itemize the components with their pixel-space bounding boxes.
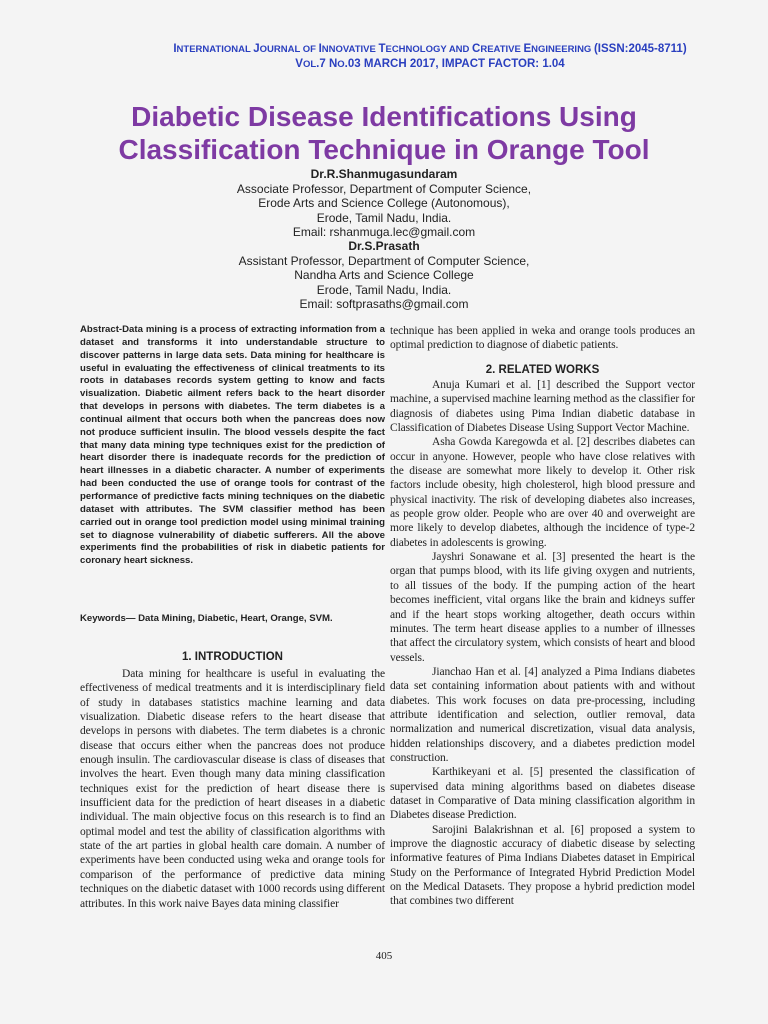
author-1 [0, 167, 768, 240]
keywords-block [80, 613, 385, 626]
author-2 [0, 239, 768, 312]
paragraph: Jayshri Sonawane et al. [3] presented the heart is the organ that pumps blood, with its life giving oxygen and nutrients, to all tissues of the body. If the pumping action of the heart becomes inefficient, vital organs like the brain and kidneys suffer and if the heart stops working altogether, death occurs within minutes. The term heart disease applies to a number of illnesses that affect the circulatory system, which consists of heart and blood vessels. [390, 551, 695, 664]
author-name: Dr.R.Shanmugasundaram [310, 167, 458, 181]
author-location: Erode, Tamil Nadu, India. [316, 282, 452, 297]
keywords: Keywords— Data Mining, Diabetic, Heart, Orange, SVM. [80, 613, 333, 624]
right-column-continuation [390, 324, 695, 353]
author-name: Dr.S.Prasath [348, 239, 420, 253]
abstract: Abstract-Data mining is a process of extracting information from a dataset and transforms it into understandable structure to discover patterns in large data sets. Data mining for healthcare is useful in evaluating the effectiveness of clinical treatments to its roots in databases records system getting to know and facts visualization. Diabetic ailment refers back to the heart disorder that develops in persons with diabetes. The term diabetes is a continual ailment that occurs both when the pancreas does now not produce sufficient insulin. The blood vessels despite the fact that many data mining type techniques exist for the prediction of heart disorder there is inadequate records for the prediction of heart illnesses in a diabetic character. A number of experiments had been conducted the use of orange tools for contrast of the performance of predictive facts mining techniques on the diabetic dataset with attributes. The SVM classifier method has been carried out in orange tool prediction model using minimal training set to diagnose vulnerability of diabetic sufferers. All the above experiments find the probabilities of risk in diabetic patients for coronary heart sickness. [80, 324, 385, 567]
journal-header-line1: INTERNATIONAL JOURNAL OF INNOVATIVE TECHNOLOGY AND CREATIVE ENGINEERING (ISSN:2045-8711) [173, 43, 687, 55]
author-affiliation: Assistant Professor, Department of Computer Science, [238, 253, 530, 268]
paper-title [0, 100, 768, 166]
author-affiliation: Erode Arts and Science College (Autonomous), [258, 196, 510, 210]
author-email: Email: softprasaths@gmail.com [299, 297, 469, 311]
page-number: 405 [375, 950, 393, 962]
author-location: Erode, Tamil Nadu, India. [316, 210, 452, 225]
paper-title-line2: Classification Technique in Orange Tool [118, 134, 650, 165]
paragraph: Data mining for healthcare is useful in evaluating the effectiveness of medical treatments and it is interdisciplinary field of study in databases statistics machine learning and data visualization. Diabetic disease refers to the heart disease that develops in persons with diabetes. The term diabetes is a chronic disease that occurs either when the pancreas does not produce enough insulin. The cardiovascular disease is class of diseases that involves the heart. Even though many data mining classification techniques exist for the prediction of heart disease there is insufficient data for the prediction of heart diseases in a diabetic individual. The main objective focus on this research is to find an optimal model and test the ability of classification algorithms with state of the art parties in global health care domain. A number of experiments have been conducted using weka and orange tools for comparison of the performance of predictive data mining techniques on the diabetic dataset with 1000 records using different attributes. In this work naive Bayes data mining classifier [80, 668, 385, 910]
author-affiliation: Nandha Arts and Science College [294, 268, 474, 282]
introduction-section [80, 651, 385, 663]
paragraph: Jianchao Han et al. [4] analyzed a Pima Indians diabetes data set containing information about patients with and without diabetes. This work focuses on data pre-processing, including attribute identification and selection, outlier removal, data normalization and numerical discretization, visual data analysis, hidden relationships discovery, and a diabetes prediction model construction. [390, 665, 695, 764]
related-works-heading [390, 364, 695, 376]
section-heading: 2. RELATED WORKS [485, 364, 600, 376]
paragraph: Asha Gowda Karegowda et al. [2] describes diabetes can occur in anyone. However, people who have close relatives with the disease are somewhat more likely to develop it. Other risk factors include obesity, high cholesterol, high blood pressure and physical inactivity. The risk of developing diabetes also increases, as people grow older. People who are over 40 and overweight are more likely to develop diabetes, although the incidence of type-2 diabetes in adolescents is growing. [390, 436, 695, 549]
paragraph: technique has been applied in weka and orange tools produces an optimal prediction to diagnose of diabetic patients. [390, 325, 695, 352]
related-works-body [390, 378, 695, 909]
journal-header-line2: VOL.7 NO.03 MARCH 2017, IMPACT FACTOR: 1.04 [295, 58, 565, 70]
introduction-body [80, 667, 385, 911]
paragraph: Karthikeyani et al. [5] presented the classification of supervised data mining algorithms based on diabetes disease dataset in Comparative of Data mining classification algorithm in Diabetes disease Prediction. [390, 766, 695, 822]
author-email: Email: rshanmuga.lec@gmail.com [292, 225, 476, 239]
author-affiliation: Associate Professor, Department of Computer Science, [236, 181, 532, 196]
section-heading: 1. INTRODUCTION [182, 651, 283, 663]
paragraph: Sarojini Balakrishnan et al. [6] proposed a system to improve the diagnostic accuracy of diabetic disease by selecting informative features of Pima Indians Diabetes dataset in Empirical Study on the Performance of Integrated Hybrid Prediction Model on the Medical Datasets. They propose a hybrid prediction model that combines two different [390, 823, 695, 908]
paper-title-line1: Diabetic Disease Identifications Using [131, 101, 637, 132]
paragraph: Anuja Kumari et al. [1] described the Support vector machine, a supervised machine learning method as the classifier for diagnosis of diabetes using Pima Indian diabetic database in Classification of Diabetes Disease Using Support Vector Machine. [390, 379, 695, 435]
left-column [80, 324, 385, 568]
